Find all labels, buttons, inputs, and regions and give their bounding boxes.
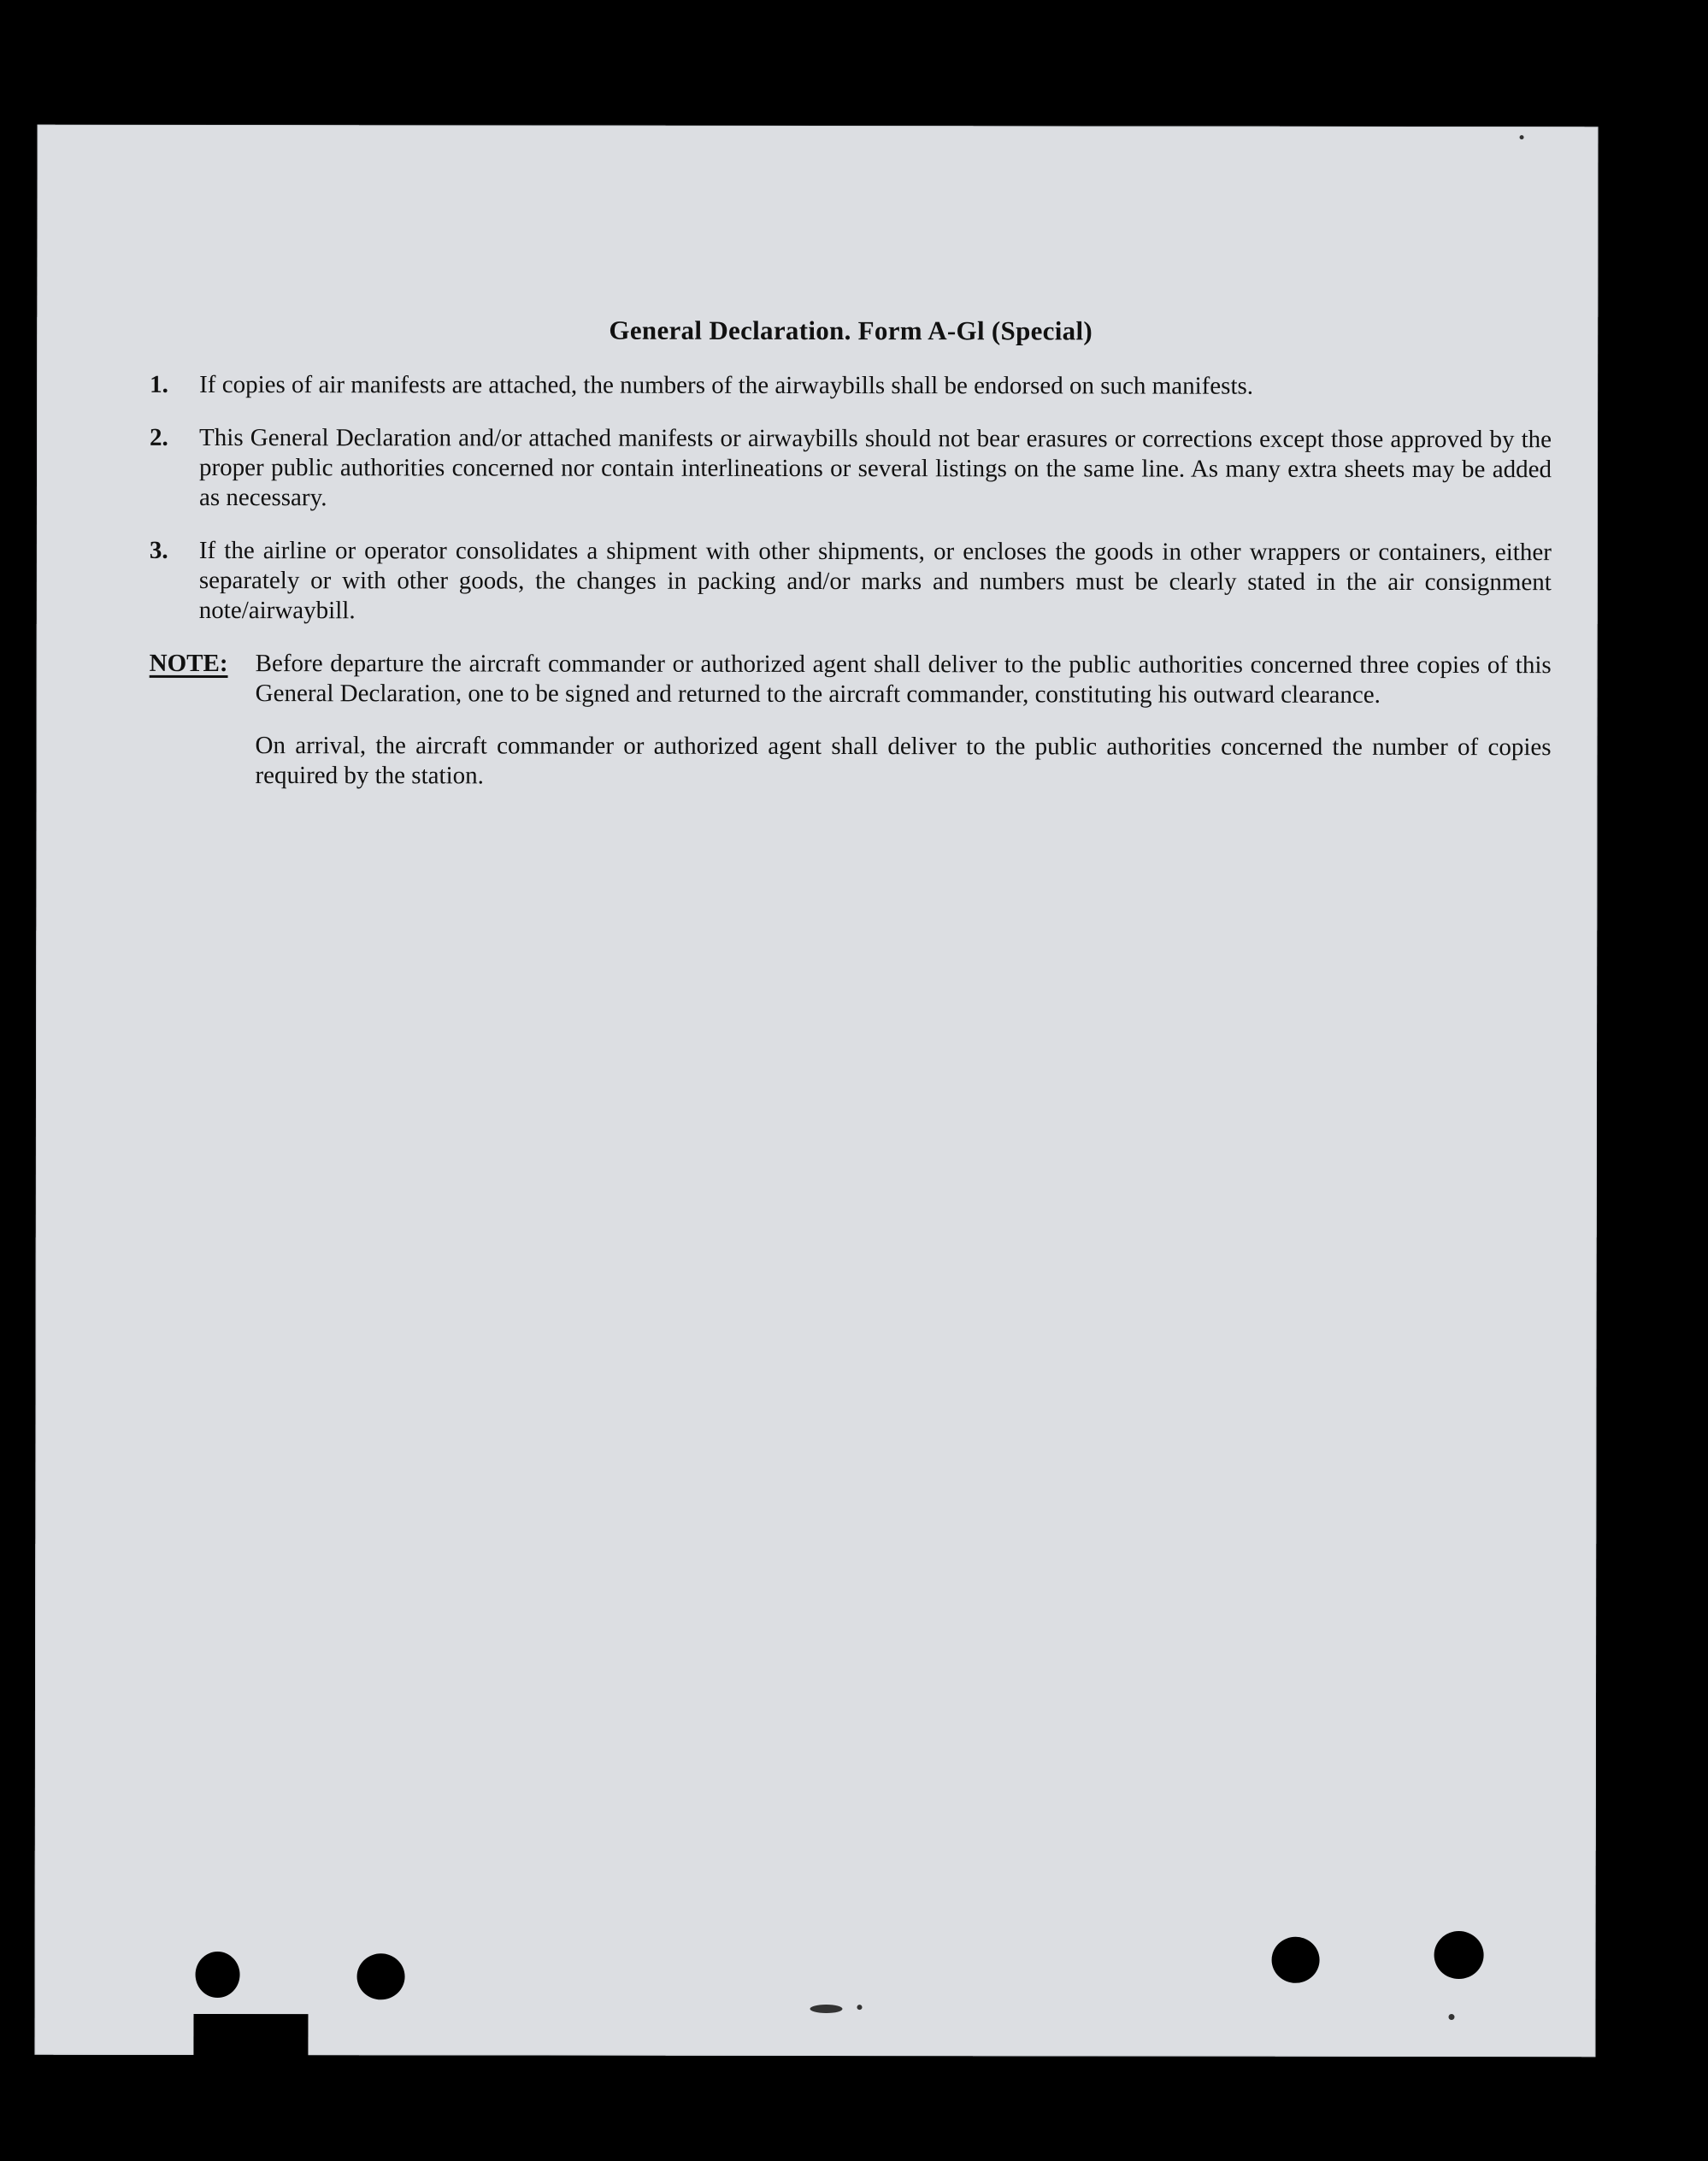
scan-speck (1448, 2014, 1454, 2020)
torn-corner (193, 2014, 308, 2057)
scan-speck (1520, 135, 1524, 139)
item-number: 3. (149, 536, 168, 564)
scan-speck (810, 2005, 842, 2013)
punch-hole (1272, 1937, 1320, 1983)
item-number: 2. (150, 423, 168, 451)
list-item (150, 370, 1552, 402)
note-section (149, 649, 1551, 815)
note-label: NOTE: (149, 649, 228, 678)
punch-hole (1434, 1931, 1484, 1979)
document-content (149, 315, 1552, 815)
item-text: This General Declaration and/or attached manifests or airwaybills should not bear erasures or corrections except those approved by the proper public authorities concerned nor contain interlineations or several listings on the same line. As many extra sheets may be added as necessary. (198, 423, 1552, 512)
document-page (34, 125, 1598, 2058)
scan-speck (857, 2005, 862, 2010)
note-body (255, 649, 1551, 815)
item-text: If copies of air manifests are attached, the numbers of the airwaybills shall be endorsed on such manifests. (199, 370, 1254, 400)
punch-hole (196, 1952, 240, 1998)
item-number: 1. (150, 370, 168, 398)
punch-hole (357, 1953, 405, 1999)
document-title: General Declaration. Form A-Gl (Special) (609, 315, 1093, 346)
item-text: If the airline or operator consolidates a shipment with other shipments, or encloses the goods in other wrappers or containers, either separately or with other goods, the changes in packing and/or marks and numbers must be clearly stated in the air consignment note/airwaybill. (198, 536, 1552, 625)
note-paragraph: On arrival, the aircraft commander or authorized agent shall deliver to the public authorities concerned the number of copies required by the station. (255, 732, 1552, 790)
list-item (150, 423, 1552, 515)
note-paragraph: Before departure the aircraft commander or authorized agent shall deliver to the public authorities concerned three copies of this General Declaration, one to be signed and returned to the aircraft commander, constituting his outward clearance. (255, 650, 1552, 709)
list-item (150, 536, 1552, 627)
